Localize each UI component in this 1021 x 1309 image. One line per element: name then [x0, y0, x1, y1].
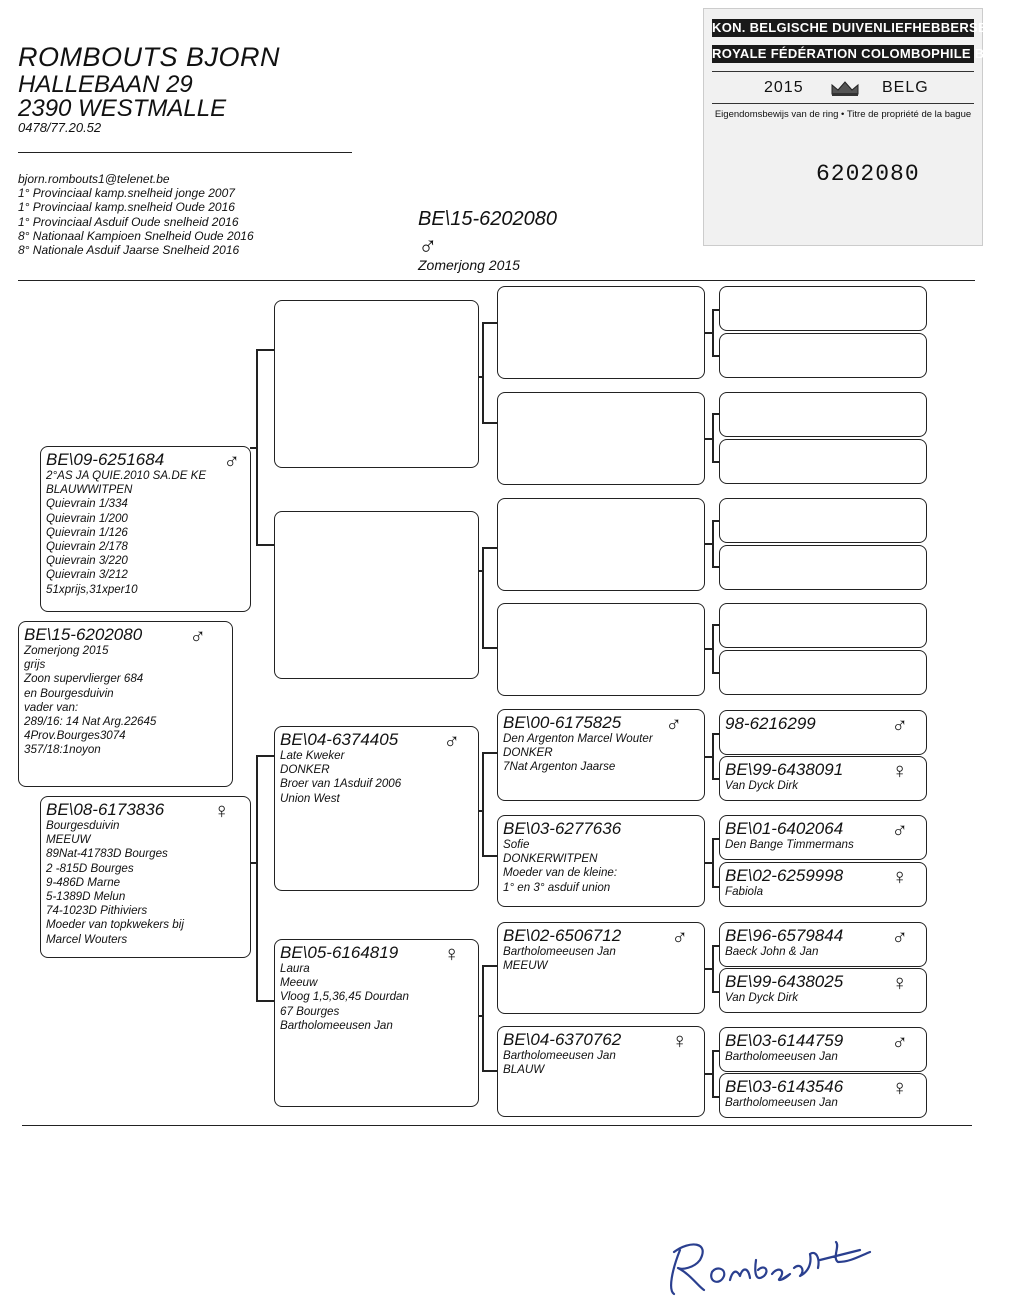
pedigree-line: 9-486D Marne	[46, 875, 121, 889]
ring-number: BE\00-6175825	[503, 713, 622, 732]
pedigree-line: Van Dyck Dirk	[725, 991, 799, 1004]
pedigree-line: Bartholomeeusen Jan	[725, 1096, 838, 1109]
male-icon: ♂	[891, 712, 908, 737]
ring-number: BE\96-6579844	[725, 926, 844, 945]
pedigree-box-empty	[497, 286, 705, 379]
ring-number: 98-6216299	[725, 714, 816, 733]
connector-line	[482, 752, 484, 855]
pedigree-box-dss	[497, 709, 705, 801]
pedigree-line: BLAUWWITPEN	[46, 483, 133, 497]
pedigree-box-g7	[719, 1027, 927, 1072]
connector-line	[250, 862, 257, 864]
connector-line	[256, 544, 276, 546]
owner-email: bjorn.rombouts1@telenet.be	[18, 172, 170, 186]
pedigree-line: Quievrain 2/178	[46, 540, 128, 554]
connector-line	[482, 855, 498, 857]
female-icon: ♀	[891, 970, 908, 995]
connector-line	[712, 520, 714, 566]
pedigree-box-g5	[719, 922, 927, 967]
connector-line	[250, 447, 257, 449]
ring-number: BE\01-6402064	[725, 819, 844, 838]
pedigree-line: Van Dyck Dirk	[725, 779, 799, 792]
pedigree-line: Union West	[280, 791, 340, 805]
ring-number: BE\02-6259998	[725, 866, 844, 885]
female-icon: ♀	[891, 864, 908, 889]
pedigree-box-empty	[719, 286, 927, 331]
ring-number: BE\05-6164819	[280, 943, 399, 962]
pedigree-line: Quievrain 3/212	[46, 568, 128, 582]
ring-number: BE\08-6173836	[46, 800, 165, 819]
achievement-item: 1° Provinciaal kamp.snelheid Oude 2016	[18, 200, 235, 215]
bird-ring-number: BE\15-6202080	[418, 208, 558, 230]
pedigree-box-g2	[719, 756, 927, 801]
connector-line	[712, 838, 714, 886]
connector-line	[482, 965, 484, 1070]
pedigree-box-dsd	[497, 815, 705, 907]
owner-city: 2390 WESTMALLE	[18, 95, 227, 122]
pedigree-box-g8	[719, 1073, 927, 1118]
male-icon: ♂	[189, 623, 206, 648]
pedigree-line: 74-1023D Pithiviers	[46, 904, 148, 918]
pedigree-box-empty	[719, 392, 927, 437]
pedigree-box-empty	[719, 603, 927, 648]
connector-line	[712, 945, 714, 991]
pedigree-line: Bartholomeeusen Jan	[503, 1049, 616, 1062]
achievements-list	[18, 186, 254, 257]
signature-icon	[660, 1190, 890, 1300]
pedigree-line: Vloog 1,5,36,45 Dourdan	[280, 990, 409, 1004]
pedigree-box-ddd	[497, 1026, 705, 1117]
pedigree-line: Marcel Wouters	[46, 932, 128, 946]
owner-phone: 0478/77.20.52	[18, 120, 102, 135]
pedigree-box-g4	[719, 862, 927, 907]
pedigree-box-empty	[497, 498, 705, 591]
pedigree-line: Bartholomeeusen Jan	[280, 1018, 393, 1032]
pedigree-box-empty	[719, 545, 927, 590]
pedigree-line: Den Argenton Marcel Wouter	[503, 732, 653, 745]
pedigree-box-g1	[719, 710, 927, 755]
pedigree-box-sire-sire	[274, 300, 479, 468]
achievement-item: 1° Provinciaal Asduif Oude snelheid 2016	[18, 214, 239, 229]
connector-line	[712, 733, 714, 778]
pedigree-line: Zoon supervlierger 684	[24, 672, 144, 686]
ring-number: BE\03-6277636	[503, 819, 622, 838]
pedigree-box-empty	[497, 392, 705, 485]
certificate-number: 6202080	[816, 161, 920, 187]
pedigree-line: 51xprijs,31xper10	[46, 582, 138, 596]
pedigree-line: MEEUW	[46, 833, 91, 847]
ring-number: BE\99-6438025	[725, 972, 844, 991]
header-divider	[18, 152, 352, 153]
pedigree-line: Laura	[280, 962, 310, 975]
pedigree-box-empty	[719, 439, 927, 484]
pedigree-line: Moeder van topkwekers bij	[46, 918, 184, 932]
male-icon: ♂	[665, 711, 682, 736]
ring-number: BE\03-6144759	[725, 1031, 844, 1050]
male-icon: ♂	[671, 924, 688, 949]
certificate-year: 2015	[764, 79, 804, 96]
pedigree-line: DONKER	[503, 746, 553, 760]
pedigree-box-dam-dam	[274, 939, 479, 1107]
pedigree-line: Zomerjong 2015	[24, 644, 109, 657]
male-icon: ♂	[891, 817, 908, 842]
pedigree-line: DONKER	[280, 763, 330, 777]
pedigree-box-dds	[497, 922, 705, 1014]
owner-street: HALLEBAAN 29	[18, 71, 193, 98]
certificate-rule	[712, 103, 974, 104]
pedigree-line: Bourgesduivin	[46, 819, 120, 832]
pedigree-box-empty	[719, 333, 927, 378]
pedigree-box-dam	[40, 796, 251, 958]
pedigree-line: 5-1389D Melun	[46, 890, 126, 904]
pedigree-line: 1° en 3° asduif union	[503, 880, 611, 894]
pedigree-line: 2°AS JA QUIE.2010 SA.DE KE	[46, 469, 207, 482]
connector-line	[256, 349, 276, 351]
female-icon: ♀	[891, 1075, 908, 1100]
pedigree-line: Bartholomeeusen Jan	[503, 945, 616, 958]
ring-number: BE\04-6374405	[280, 730, 399, 749]
connector-line	[482, 422, 498, 424]
pedigree-line: Quievrain 3/220	[46, 554, 128, 568]
pedigree-line: Meeuw	[280, 976, 318, 990]
pedigree-line: vader van:	[24, 700, 79, 714]
male-icon: ♂	[891, 1029, 908, 1054]
connector-line	[482, 1070, 498, 1072]
pedigree-line: Quievrain 1/200	[46, 511, 128, 525]
pedigree-line: 67 Bourges	[280, 1004, 340, 1018]
pedigree-line: 7Nat Argenton Jaarse	[503, 760, 616, 774]
connector-line	[482, 752, 498, 754]
certificate-caption: Eigendomsbewijs van de ring • Titre de propriété de la bague	[714, 109, 972, 120]
achievement-item: 8° Nationaal Kampioen Snelheid Oude 2016	[18, 228, 254, 243]
owner-name: ROMBOUTS BJORN	[18, 42, 281, 72]
pedigree-box-g6	[719, 968, 927, 1013]
pedigree-line: Den Bange Timmermans	[725, 838, 854, 851]
pedigree-box-empty	[497, 603, 705, 696]
pedigree-line: MEEUW	[503, 959, 548, 973]
pedigree-line: 289/16: 14 Nat Arg.22645	[24, 715, 157, 729]
female-icon: ♀	[443, 941, 460, 966]
achievement-item: 1° Provinciaal kamp.snelheid jonge 2007	[18, 186, 235, 200]
pedigree-box-dam-sire	[274, 726, 479, 891]
connector-line	[712, 624, 714, 672]
achievement-item: 8° Nationale Asduif Jaarse Snelheid 2016	[18, 243, 240, 258]
certificate-rule	[712, 71, 974, 72]
female-icon: ♀	[671, 1028, 688, 1053]
connector-line	[482, 965, 498, 967]
pedigree-line: 89Nat-41783D Bourges	[46, 847, 168, 861]
connector-line	[256, 1000, 276, 1002]
ring-number: BE\09-6251684	[46, 450, 165, 469]
male-icon: ♂	[891, 924, 908, 949]
pedigree-line: DONKERWITPEN	[503, 852, 598, 866]
pedigree-line: 4Prov.Bourges3074	[24, 729, 126, 743]
bottom-rule	[22, 1125, 972, 1126]
connector-line	[482, 547, 484, 647]
pedigree-line: 2 -815D Bourges	[46, 861, 134, 875]
connector-line	[482, 322, 484, 422]
certificate-line2: ROYALE FÉDÉRATION COLOMBOPHILE BELGE	[712, 46, 1021, 61]
male-icon: ♂	[418, 230, 438, 260]
pedigree-line: grijs	[24, 658, 46, 672]
male-icon: ♂	[223, 448, 240, 473]
pedigree-line: Quievrain 1/126	[46, 525, 128, 539]
certificate-line1: KON. BELGISCHE DUIVENLIEFHEBBERSBOND	[712, 20, 1018, 35]
connector-line	[712, 1050, 714, 1096]
pedigree-line: en Bourgesduivin	[24, 686, 114, 700]
pedigree-box-sire	[40, 446, 251, 612]
top-rule	[18, 280, 975, 281]
pedigree-box-empty	[719, 498, 927, 543]
connector-line	[256, 755, 276, 757]
ring-number: BE\15-6202080	[24, 625, 143, 644]
connector-line	[482, 647, 498, 649]
ring-number: BE\04-6370762	[503, 1030, 622, 1049]
pedigree-line: Fabiola	[725, 885, 764, 898]
pedigree-line: Late Kweker	[280, 749, 345, 762]
crown-icon	[829, 79, 861, 97]
connector-line	[256, 755, 258, 1000]
pedigree-line: Sofie	[503, 838, 530, 851]
bird-subtitle: Zomerjong 2015	[418, 257, 520, 273]
pedigree-line: 357/18:1noyon	[24, 743, 101, 757]
connector-line	[482, 322, 498, 324]
connector-line	[482, 547, 498, 549]
pedigree-box-sire-dam	[274, 511, 479, 679]
connector-line	[712, 413, 714, 461]
pedigree-box-subject	[18, 621, 233, 787]
pedigree-box-g3	[719, 815, 927, 860]
female-icon: ♀	[891, 758, 908, 783]
ring-number: BE\02-6506712	[503, 926, 622, 945]
pedigree-line: Bartholomeeusen Jan	[725, 1050, 838, 1063]
ring-number: BE\03-6143546	[725, 1077, 844, 1096]
male-icon: ♂	[443, 728, 460, 753]
ring-number: BE\99-6438091	[725, 760, 844, 779]
ring-certificate	[703, 8, 1021, 246]
certificate-country: BELG	[882, 79, 929, 96]
pedigree-line: Moeder van de kleine:	[503, 866, 618, 880]
pedigree-line: Baeck John & Jan	[725, 945, 819, 958]
pedigree-line: Quievrain 1/334	[46, 497, 128, 511]
pedigree-box-empty	[719, 650, 927, 695]
connector-line	[712, 309, 714, 355]
pedigree-line: BLAUW	[503, 1063, 545, 1077]
female-icon: ♀	[213, 798, 230, 823]
pedigree-line: Broer van 1Asduif 2006	[280, 777, 402, 791]
